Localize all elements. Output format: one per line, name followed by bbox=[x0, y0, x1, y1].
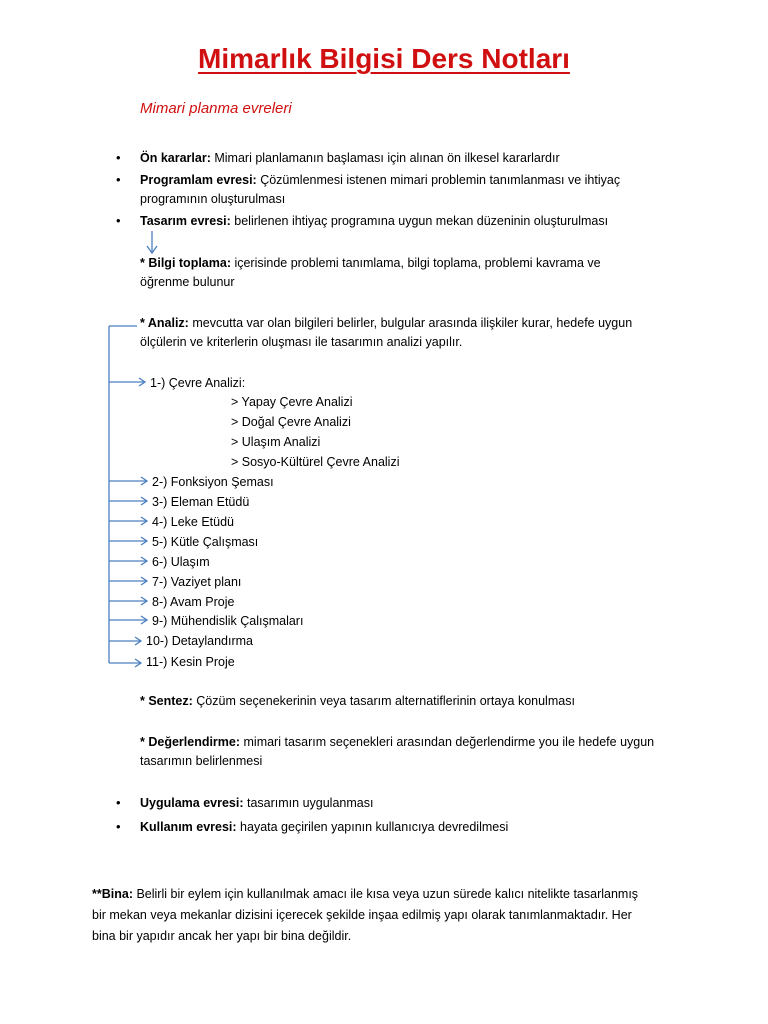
bullet-dot: • bbox=[116, 172, 121, 187]
step-item: 7-) Vaziyet planı bbox=[152, 575, 242, 589]
cevre-sub-item: > Ulaşım Analizi bbox=[231, 435, 321, 449]
bullet-kullanim bbox=[140, 818, 508, 836]
bina-label: **Bina: bbox=[92, 887, 133, 901]
branch-arrow bbox=[109, 557, 147, 565]
bina-definition bbox=[92, 885, 638, 903]
bilgi-label: * Bilgi toplama: bbox=[140, 256, 231, 270]
bina-text-cont: bina bir yapıdır ancak her yapı bir bina değildir. bbox=[92, 929, 352, 943]
page-title: Mimarlık Bilgisi Ders Notları bbox=[198, 43, 570, 74]
branch-arrow bbox=[109, 378, 145, 386]
down-arrow-head bbox=[147, 246, 157, 253]
bullet-label: Tasarım evresi: bbox=[140, 214, 231, 228]
step-item: 5-) Kütle Çalışması bbox=[152, 535, 259, 549]
step-item: 11-) Kesin Proje bbox=[146, 655, 235, 669]
sentez-label: * Sentez: bbox=[140, 694, 193, 708]
branch-arrow bbox=[109, 537, 147, 545]
branch-arrow bbox=[109, 577, 147, 585]
branch-arrow bbox=[109, 597, 147, 605]
cevre-sub-item: > Doğal Çevre Analizi bbox=[231, 415, 351, 429]
analiz bbox=[140, 314, 632, 332]
degerlendirme-label: * Değerlendirme: bbox=[140, 735, 241, 749]
degerlendirme-text-cont: tasarımın belirlenmesi bbox=[140, 754, 263, 768]
step-item: 10-) Detaylandırma bbox=[146, 634, 253, 648]
degerlendirme bbox=[140, 733, 654, 751]
bullet-text: tasarımın uygulanması bbox=[243, 796, 374, 810]
branch-arrow bbox=[109, 497, 147, 505]
bullet-text: hayata geçirilen yapının kullanıcıya devredilmesi bbox=[236, 820, 509, 834]
step-item: 6-) Ulaşım bbox=[152, 555, 210, 569]
branch-arrow bbox=[109, 517, 147, 525]
bullet-text: belirlenen ihtiyaç programına uygun mekan düzeninin oluşturulması bbox=[230, 214, 609, 228]
branch-arrow bbox=[109, 477, 147, 485]
bullet-label: Programlam evresi: bbox=[140, 173, 257, 187]
bullet-text: Çözümlenmesi istenen mimari problemin tanımlanması ve ihtiyaç bbox=[256, 173, 621, 187]
step-cevre-analizi: 1-) Çevre Analizi: bbox=[150, 376, 246, 390]
bullet-label: Kullanım evresi: bbox=[140, 820, 237, 834]
cevre-sub-item: > Yapay Çevre Analizi bbox=[231, 395, 353, 409]
bullet-label: Uygulama evresi: bbox=[140, 796, 244, 810]
degerlendirme-text: mimari tasarım seçenekleri arasından değerlendirme you ile hedefe uygun bbox=[240, 735, 655, 749]
step-item: 3-) Eleman Etüdü bbox=[152, 495, 250, 509]
bullet-dot: • bbox=[116, 150, 121, 165]
bullet-text: Mimari planlamanın başlaması için alınan ön ilkesel kararlardır bbox=[210, 151, 560, 165]
bilgi-text: içerisinde problemi tanımlama, bilgi toplama, problemi kavrama ve bbox=[230, 256, 601, 270]
analiz-label: * Analiz: bbox=[140, 316, 189, 330]
branch-arrow bbox=[109, 616, 147, 624]
step-item: 2-) Fonksiyon Şeması bbox=[152, 475, 274, 489]
step-item: 4-) Leke Etüdü bbox=[152, 515, 234, 529]
bullet-dot: • bbox=[116, 819, 121, 834]
cevre-sub-item: > Sosyo-Kültürel Çevre Analizi bbox=[231, 455, 400, 469]
branch-arrow bbox=[109, 659, 141, 667]
bullet-on-kararlar bbox=[140, 149, 560, 167]
bullet-tasarim bbox=[140, 212, 608, 230]
bullet-programlam bbox=[140, 171, 620, 189]
sentez-text: Çözüm seçenekerinin veya tasarım alternatiflerinin ortaya konulması bbox=[192, 694, 575, 708]
analiz-text: mevcutta var olan bilgileri belirler, bulgular arasında ilişkiler kurar, hedefe uygun bbox=[188, 316, 633, 330]
step-item: 8-) Avam Proje bbox=[152, 595, 235, 609]
bullet-label: Ön kararlar: bbox=[140, 151, 211, 165]
analiz-text-cont: ölçülerin ve kriterlerin oluşması ile tasarımın analizi yapılır. bbox=[140, 335, 463, 349]
bina-text-cont: bir mekan veya mekanlar dizisini içerecek şekilde inşaa edilmiş yapı olarak tanımlanmaktadır. Her bbox=[92, 908, 632, 922]
bina-text: Belirli bir eylem için kullanılmak amacı ile kısa veya uzun sürede kalıcı nitelikte tasarlanmış bbox=[132, 887, 639, 901]
bullet-uygulama bbox=[140, 794, 373, 812]
step-item: 9-) Mühendislik Çalışmaları bbox=[152, 614, 304, 628]
bullet-dot: • bbox=[116, 795, 121, 810]
bullet-dot: • bbox=[116, 213, 121, 228]
section-subtitle: Mimari planma evreleri bbox=[140, 100, 292, 117]
branch-arrow bbox=[109, 637, 141, 645]
bilgi-text-cont: öğrenme bulunur bbox=[140, 275, 235, 289]
bilgi-toplama bbox=[140, 254, 601, 272]
sentez bbox=[140, 692, 575, 710]
bullet-text-cont: programının oluşturulması bbox=[140, 192, 286, 206]
